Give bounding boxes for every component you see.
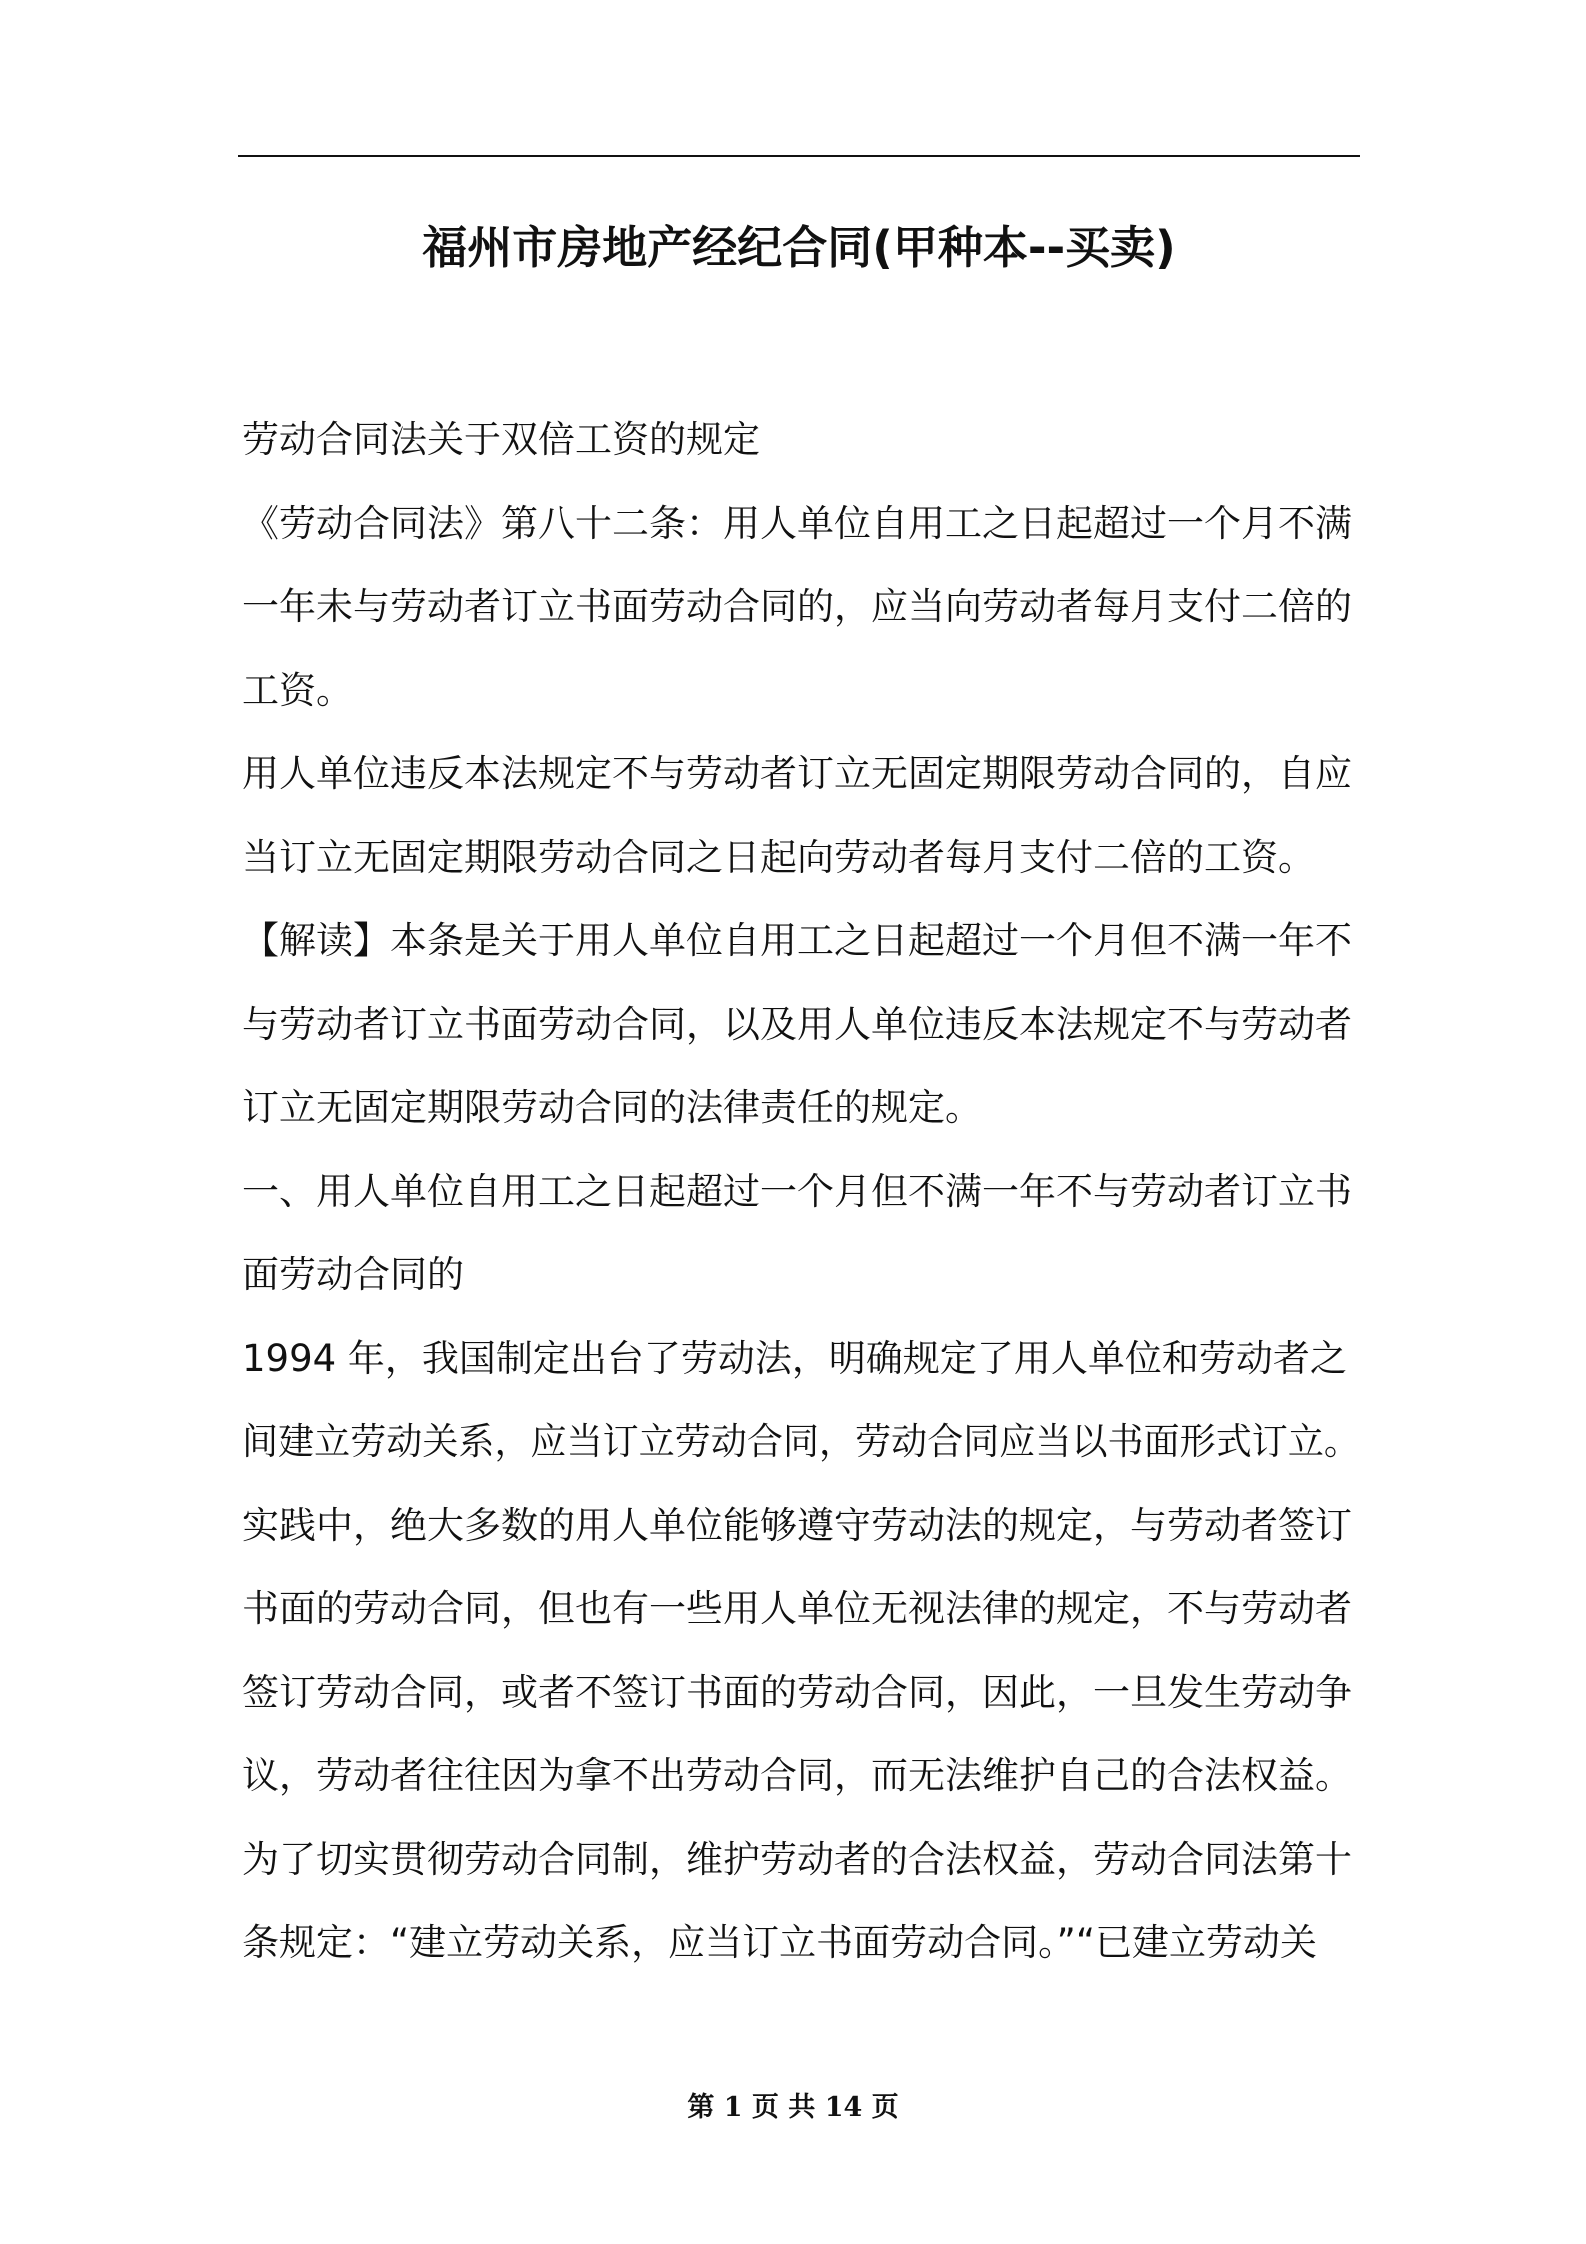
body-line: 面劳动合同的 [242,1253,464,1296]
body-line: 1994 年，我国制定出台了劳动法，明确规定了用人单位和劳动者之 [242,1336,1347,1380]
page-number: 第 1 页 共 14 页 [687,2092,899,2123]
body-line: 【解读】本条是关于用人单位自用工之日起超过一个月但不满一年不 [242,919,1352,962]
body-line: 书面的劳动合同，但也有一些用人单位无视法律的规定，不与劳动者 [242,1587,1352,1630]
body-line: 实践中，绝大多数的用人单位能够遵守劳动法的规定，与劳动者签订 [242,1503,1352,1547]
body-line: 一年未与劳动者订立书面劳动合同的，应当向劳动者每月支付二倍的 [242,585,1352,628]
body-line: 订立无固定期限劳动合同的法律责任的规定。 [242,1086,982,1129]
body-line: 劳动合同法关于双倍工资的规定 [242,418,760,461]
body-line: 用人单位违反本法规定不与劳动者订立无固定期限劳动合同的，自应 [242,752,1352,795]
document-title: 福州市房地产经纪合同(甲种本--买卖) [422,221,1176,274]
body-line: 议，劳动者往往因为拿不出劳动合同，而无法维护自己的合法权益。 [242,1754,1352,1797]
body-line: 当订立无固定期限劳动合同之日起向劳动者每月支付二倍的工资。 [242,835,1315,879]
body-line: 间建立劳动关系，应当订立劳动合同，劳动合同应当以书面形式订立。 [242,1420,1360,1463]
body-line: 为了切实贯彻劳动合同制，维护劳动者的合法权益，劳动合同法第十 [242,1837,1352,1881]
body-line: 与劳动者订立书面劳动合同，以及用人单位违反本法规定不与劳动者 [242,1002,1352,1046]
body-line: 签订劳动合同，或者不签订书面的劳动合同，因此，一旦发生劳动争 [242,1670,1352,1714]
body-line: 《劳动合同法》第八十二条：用人单位自用工之日起超过一个月不满 [242,501,1352,545]
document-body [242,398,1360,1985]
header-rule [238,155,1360,157]
body-line: 一、用人单位自用工之日起超过一个月但不满一年不与劳动者订立书 [242,1169,1352,1213]
body-line: 条规定：“建立劳动关系，应当订立书面劳动合同。”“已建立劳动关 [242,1921,1318,1964]
body-line: 工资。 [242,668,353,712]
